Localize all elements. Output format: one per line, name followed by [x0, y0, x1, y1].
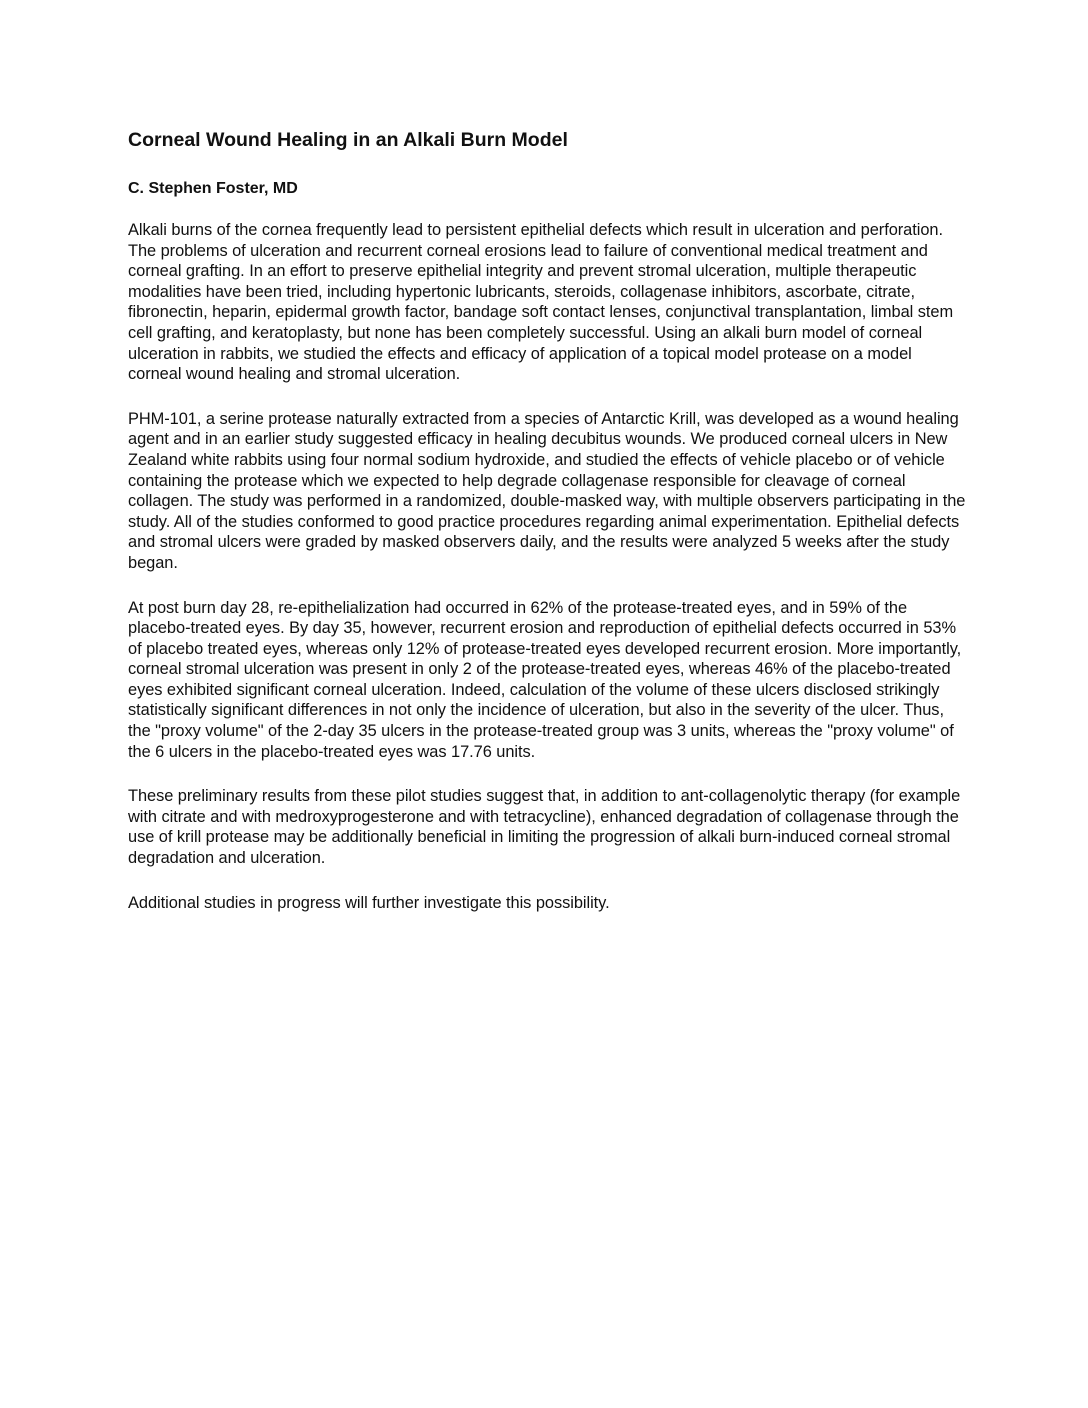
paragraph-results: At post burn day 28, re-epithelialization had occurred in 62% of the protease-treated eyes, and in 59% of the placebo-treated eyes. By day 35, however, recurrent erosion and reproduction of epithelial defects occurred in 53% of placebo treated eyes, whereas only 12% of protease-treated eyes developed recurrent erosion. More importantly, corneal stromal ulceration was present in only 2 of the protease-treated eyes, whereas 46% of the placebo-treated eyes exhibited significant corneal ulceration. Indeed, calculation of the volume of these ulcers disclosed strikingly statistically significant differences in not only the incidence of ulceration, but also in the severity of the ulcer. Thus, the "proxy volume" of the 2-day 35 ulcers in the protease-treated group was 3 units, whereas the "proxy volume" of the 6 ulcers in the placebo-treated eyes was 17.76 units.	[128, 598, 962, 761]
author-name: C. Stephen Foster, MD	[128, 180, 298, 197]
paragraph-methods: PHM-101, a serine protease naturally extracted from a species of Antarctic Krill, was developed as a wound healing agent and in an earlier study suggested efficacy in healing decubitus wounds. We produced corneal ulcers in New Zealand white rabbits using four normal sodium hydroxide, and studied the effects of vehicle placebo or of vehicle containing the protease which we expected to help degrade collagenase responsible for cleavage of corneal collagen. The study was performed in a randomized, double-masked way, with multiple observers participating in the study. All of the studies conformed to good practice procedures regarding animal experimentation. Epithelial defects and stromal ulcers were graded by masked observers daily, and the results were analyzed 5 weeks after the study began.	[128, 409, 966, 572]
document-page	[128, 126, 968, 937]
document-title: Corneal Wound Healing in an Alkali Burn Model	[128, 129, 568, 151]
document-body	[128, 220, 968, 913]
paragraph-future-work: Additional studies in progress will further investigate this possibility.	[128, 893, 610, 912]
paragraph-introduction: Alkali burns of the cornea frequently lead to persistent epithelial defects which result in ulceration and perforation. The problems of ulceration and recurrent corneal erosions lead to failure of conventional medical treatment and corneal grafting. In an effort to preserve epithelial integrity and prevent stromal ulceration, multiple therapeutic modalities have been tried, including hypertonic lubricants, steroids, collagenase inhibitors, ascorbate, citrate, fibronectin, heparin, epidermal growth factor, bandage soft contact lenses, conjunctival transplantation, limbal stem cell grafting, and keratoplasty, but none has been completely successful. Using an alkali burn model of corneal ulceration in rabbits, we studied the effects and efficacy of application of a topical model protease on a model corneal wound healing and stromal ulceration.	[128, 221, 954, 384]
paragraph-conclusion: These preliminary results from these pilot studies suggest that, in addition to ant-collagenolytic therapy (for example with citrate and with medroxyprogesterone and with tetracycline), enhanced degradation of collagenase through the use of krill protease may be additionally beneficial in limiting the progression of alkali burn-induced corneal stromal degradation and ulceration.	[128, 787, 961, 868]
